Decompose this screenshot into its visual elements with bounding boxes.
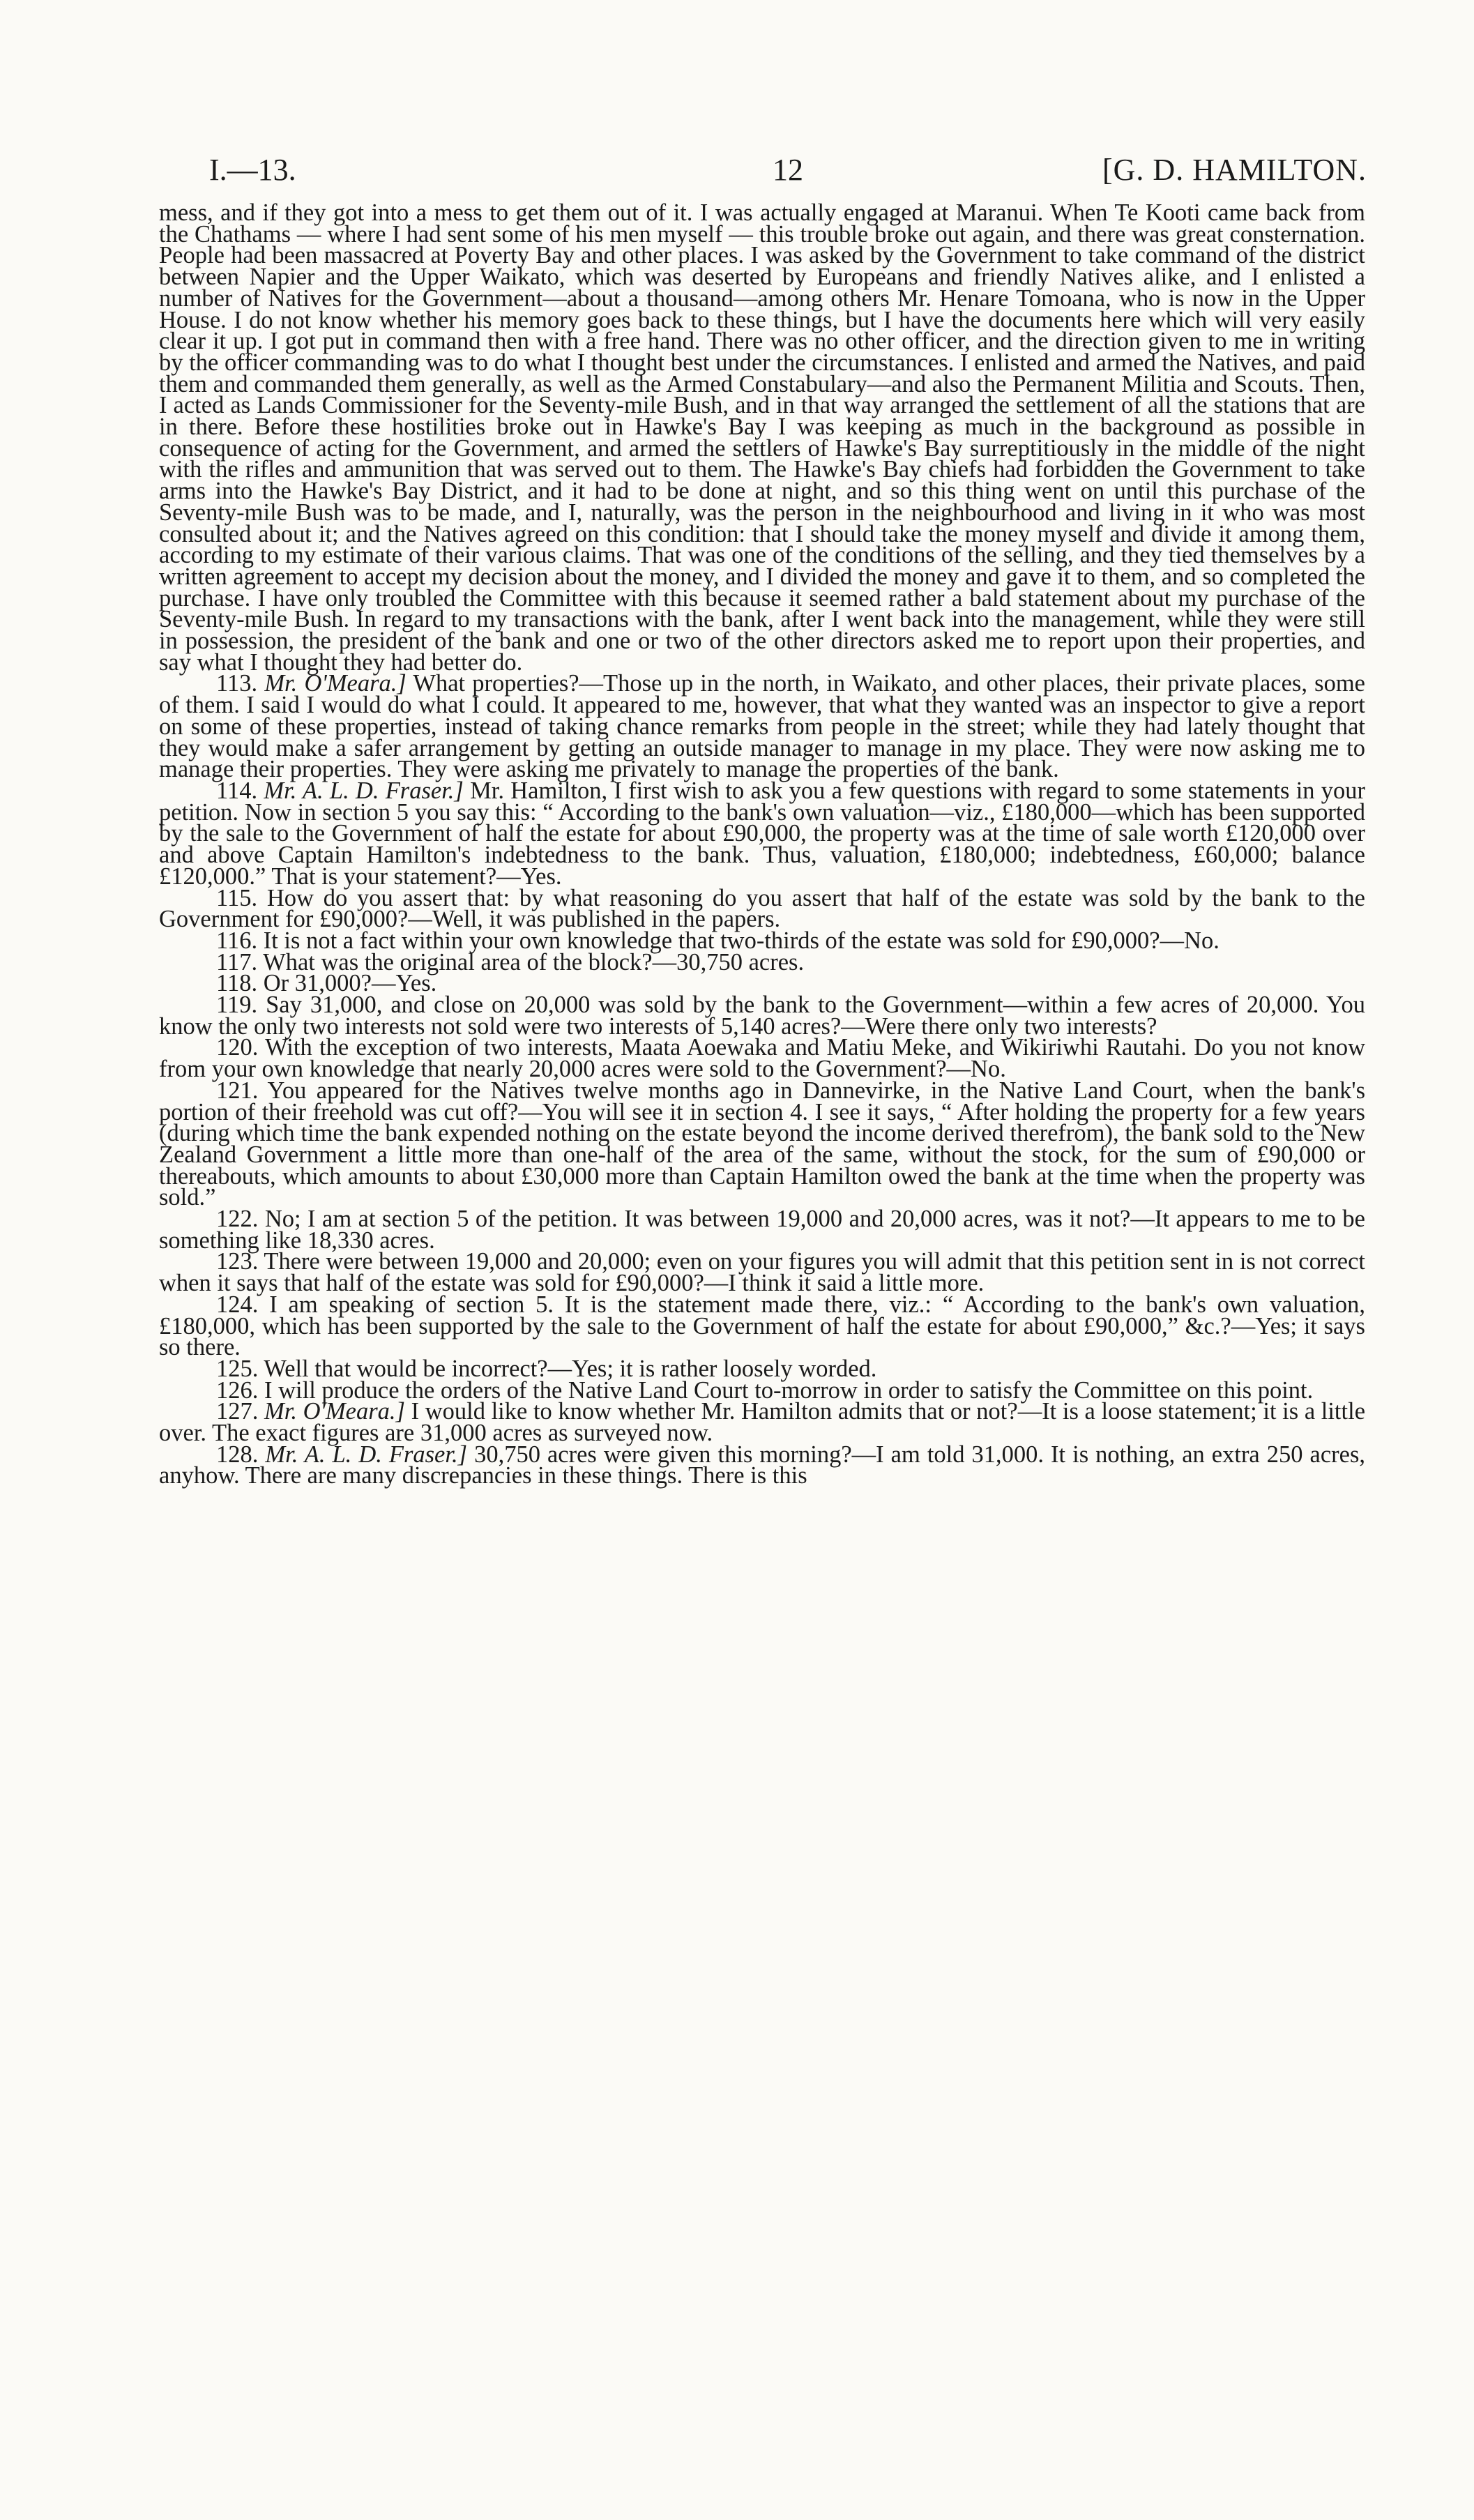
question-number: 126. [216, 1376, 259, 1404]
question-127 [159, 1398, 1366, 1447]
speaker: Mr. A. L. D. Fraser.] [265, 1441, 468, 1468]
question-121 [159, 1077, 1365, 1211]
question-128 [159, 1441, 1366, 1489]
question-text: Well that would be incorrect?—Yes; it is rather loosely worded. [264, 1355, 877, 1382]
question-text: I am speaking of section 5. It is the statement made there, viz.: “ According to the bank's own valuation, £180,000, which has been supported by the sale to the Government of half the estate for about £90,000,” &c.?—Yes; it says so there. [159, 1291, 1365, 1361]
question-number: 118. [216, 970, 258, 997]
question-number: 124. [216, 1291, 259, 1318]
question-number: 125. [216, 1355, 259, 1382]
question-number: 119. [216, 992, 258, 1019]
question-text: With the exception of two interests, Maata Aoewaka and Matiu Meke, and Wikiriwhi Rautahi. Do you not know from your own knowledge that nearly 20,000 acres were sold to the Government?—No. [159, 1034, 1365, 1083]
question-text: How do you assert that: by what reasoning do you assert that half of the estate was sold by the bank to the Government for £90,000?—Well, it was published in the papers. [159, 884, 1365, 933]
question-text: Or 31,000?—Yes. [263, 970, 437, 997]
speaker: Mr. A. L. D. Fraser.] [264, 777, 464, 804]
witness-name: [G. D. HAMILTON. [1102, 153, 1367, 187]
paragraph-continuation [159, 199, 1365, 676]
question-113 [159, 670, 1365, 783]
document-reference: I.—13. [209, 153, 296, 187]
question-text: It is not a fact within your own knowledge that two-thirds of the estate was sold for £90,000?—No. [263, 927, 1220, 954]
question-text: There were between 19,000 and 20,000; even on your figures you will admit that this petition sent in is not correct when it says that half of the estate was sold for £90,000?—I think it said a little more. [159, 1248, 1365, 1297]
question-120 [159, 1034, 1365, 1083]
question-123 [159, 1248, 1365, 1297]
question-number: 128. [216, 1441, 259, 1468]
paragraph-text: mess, and if they got into a mess to get them out of it. I was actually engaged at Maranui. When Te Kooti came back from the Chathams — where I had sent some of his men myself — this trouble broke out again, and there was great consternation. People had been massacred at Poverty Bay and other places. I was asked by the Government to take command of the district between Napier and the Upper Waikato, which was deserted by Europeans and friendly Natives alike, and I enlisted a number of Natives for the Government—about a thousand—among others Mr. Henare Tomoana, who is now in the Upper House. I do not know whether his memory goes back to these things, but I have the documents here which will very easily clear it up. I got put in command then with a free hand. There was no other officer, and the direction given to me in writing by the officer commanding was to do what I thought best under the circumstances. I enlisted and armed the Natives, and paid them and commanded them generally, as well as the Armed Constabulary—and also the Permanent Militia and Scouts. Then, I acted as Lands Commissioner for the Seventy-mile Bush, and in that way arranged the settlement of all the stations that are in there. Before these hostilities broke out in Hawke's Bay I was keeping as much in the background as possible in consequence of acting for the Government, and armed the settlers of Hawke's Bay surreptitiously in the middle of the night with the rifles and ammunition that was served out to them. The Hawke's Bay chiefs had forbidden the Government to take arms into the Hawke's Bay District, and it had to be done at night, and so this thing went on until this purchase of the Seventy-mile Bush was to be made, and I, naturally, was the person in the neighbourhood and living in it who was most consulted about it; and the Natives agreed on this condition: that I should take the money myself and divide it among them, according to my estimate of their various claims. That was one of the conditions of the selling, and they tied themselves by a written agreement to accept my decision about the money, and I divided the money and gave it to them, and so completed the purchase. I have only troubled the Committee with this because it seemed rather a bald statement about my purchase of the Seventy-mile Bush. In regard to my transactions with the bank, after I went back into the management, while they were still in possession, the president of the bank and one or two of the other directors asked me to report upon their properties, and say what I thought they had better do. [159, 199, 1365, 676]
speaker: Mr. O'Meara.] [264, 670, 407, 697]
question-number: 121. [216, 1077, 259, 1104]
question-text: I will produce the orders of the Native Land Court to-morrow in order to satisfy the Committee on this point. [264, 1376, 1314, 1404]
question-124 [159, 1291, 1365, 1361]
question-number: 117. [216, 948, 258, 976]
question-115 [159, 884, 1365, 933]
question-text: No; I am at section 5 of the petition. It was between 19,000 and 20,000 acres, was it not?—It appears to me to be something like 18,330 acres. [159, 1206, 1365, 1254]
question-number: 127. [216, 1398, 259, 1425]
page-header [209, 152, 1367, 194]
question-text: Say 31,000, and close on 20,000 was sold by the bank to the Government—within a few acres of 20,000. You know the only two interests not sold were two interests of 5,140 acres?—Were there only two interests? [159, 992, 1366, 1040]
question-114 [159, 777, 1366, 890]
page-body [159, 199, 1366, 1489]
question-text: You appeared for the Natives twelve months ago in Dannevirke, in the Native Land Court, when the bank's portion of their freehold was cut off?—You will see it in section 4. I see it says, “ After holding the property for a few years (during which time the bank expended nothing on the estate beyond the income derived therefrom), the bank sold to the New Zealand Government a little more than one-half of the area of the same, without the stock, for the sum of £90,000 or thereabouts, which amounts to about £30,000 more than Captain Hamilton owed the bank at the time when the property was sold.” [159, 1077, 1365, 1211]
question-number: 115. [216, 884, 258, 911]
question-122 [159, 1206, 1365, 1254]
question-text: Mr. Hamilton, I first wish to ask you a few questions with regard to some statements in your petition. Now in section 5 you say this: “ According to the bank's own valuation—viz., £180,000—which has been supported by the sale to the Government of half the estate for about £90,000, the property was at the time of sale worth £120,000 over and above Captain Hamilton's indebtedness to the bank. Thus, valuation, £180,000; indebtedness, £60,000; balance £120,000.” That is your statement?—Yes. [159, 777, 1366, 890]
question-text: What properties?—Those up in the north, in Waikato, and other places, their private places, some of them. I said I would do what I could. It appeared to me, however, that what they wanted was an inspector to give a report on some of these properties, instead of taking chance remarks from people in the street; while they had lately thought that they would make a safer arrangement by getting an outside manager to manage in my place. They were now asking me to manage their properties. They were asking me privately to manage the properties of the bank. [159, 670, 1365, 783]
question-text: What was the original area of the block?—30,750 acres. [263, 948, 805, 976]
question-text: I would like to know whether Mr. Hamilton admits that or not?—It is a loose statement; it is a little over. The exact figures are 31,000 acres as surveyed now. [159, 1398, 1366, 1447]
question-number: 114. [216, 777, 258, 804]
question-number: 113. [216, 670, 258, 697]
question-119 [159, 992, 1366, 1040]
speaker: Mr. O'Meara.] [264, 1398, 405, 1425]
question-text: 30,750 acres were given this morning?—I am told 31,000. It is nothing, an extra 250 acres, anyhow. There are many discrepancies in these things. There is this [159, 1441, 1366, 1489]
question-number: 122. [216, 1206, 259, 1233]
page-number: 12 [773, 153, 803, 187]
question-number: 120. [216, 1034, 259, 1061]
question-number: 116. [216, 927, 258, 954]
question-number: 123. [216, 1248, 259, 1275]
